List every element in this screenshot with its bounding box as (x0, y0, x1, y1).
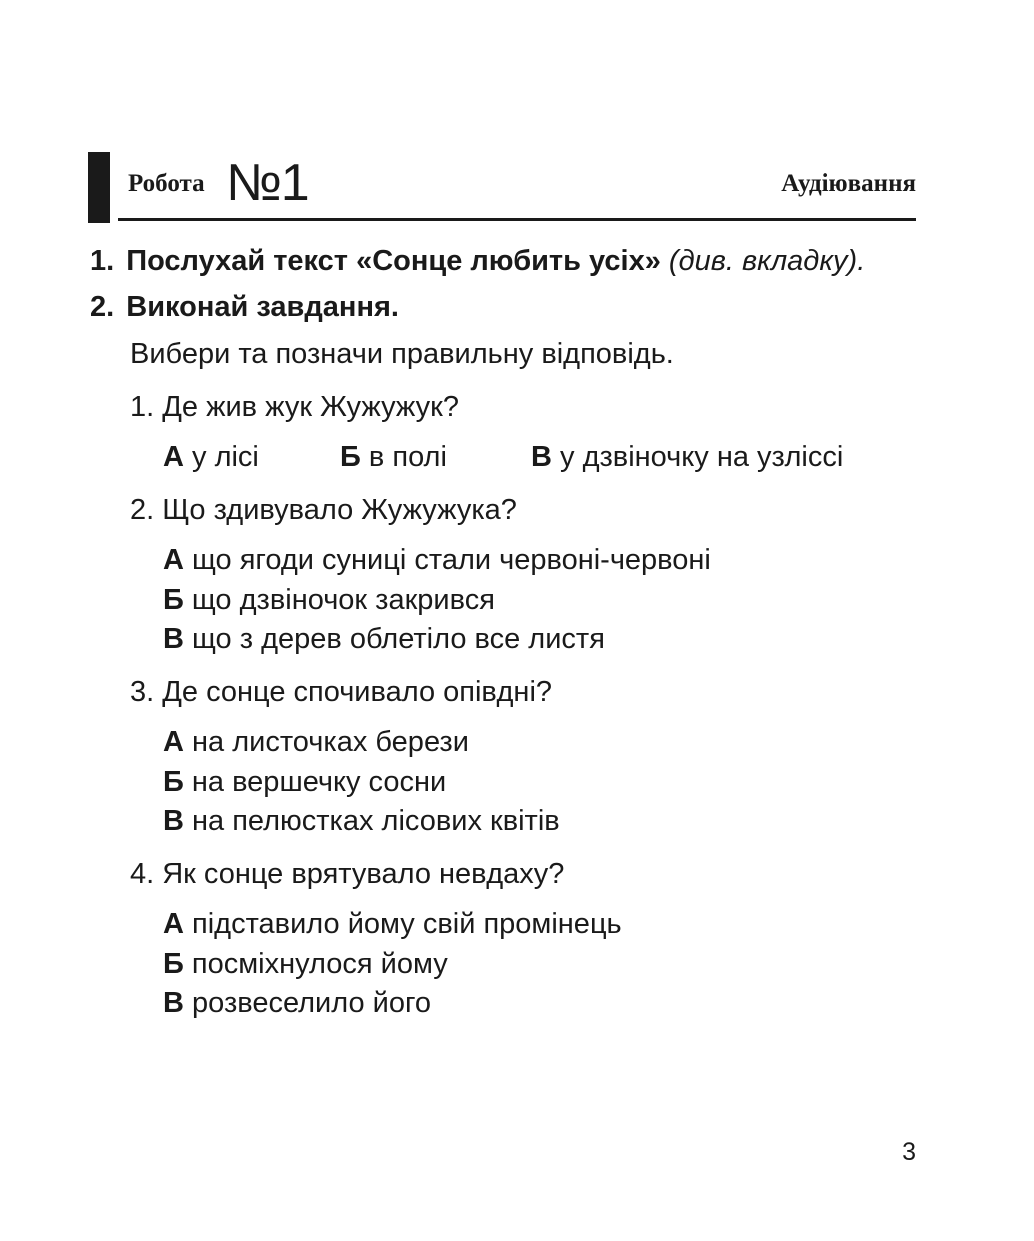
answer-option[interactable] (163, 986, 431, 1020)
option-letter: А (163, 441, 184, 473)
option-letter: Б (163, 948, 184, 980)
section-title: Аудіювання (781, 170, 916, 197)
option-text: розвеселило його (183, 987, 432, 1019)
instruction-2-number: 2. (90, 291, 115, 323)
instruction-1 (90, 244, 865, 278)
option-text: у лісі (183, 441, 259, 473)
option-text: на вершечку сосни (183, 766, 447, 798)
answer-option[interactable] (163, 543, 711, 577)
work-label: Робота (128, 170, 205, 197)
question-2: 2. Що здивувало Жужужука? (130, 494, 517, 526)
option-text: підставило йому свій промінець (183, 908, 622, 940)
instruction-1-bold: Послухай текст «Сонце любить усіх» (126, 245, 661, 277)
answer-option[interactable] (163, 804, 560, 838)
answer-option[interactable] (163, 765, 446, 799)
page-number: 3 (902, 1138, 916, 1166)
instruction-1-italic: (див. вкладку). (660, 245, 866, 277)
option-letter: А (163, 544, 184, 576)
answer-option[interactable] (163, 622, 605, 656)
answer-option[interactable] (163, 907, 622, 941)
question-1: 1. Де жив жук Жужужук? (130, 391, 459, 423)
option-letter: В (163, 623, 184, 655)
option-letter: В (163, 805, 184, 837)
option-text: посміхнулося йому (183, 948, 448, 980)
option-text: що з дерев облетіло все листя (183, 623, 605, 655)
work-number: №1 (226, 154, 309, 212)
option-letter: В (163, 987, 184, 1019)
option-text: на листочках берези (183, 726, 469, 758)
answer-option[interactable] (163, 947, 448, 981)
subtitle: Вибери та позначи правильну відповідь. (130, 338, 674, 370)
option-text: в полі (360, 441, 447, 473)
instruction-1-number: 1. (90, 245, 115, 277)
option-letter: А (163, 908, 184, 940)
option-letter: А (163, 726, 184, 758)
header-rule (118, 218, 916, 221)
instruction-2 (90, 290, 399, 324)
option-letter: Б (340, 441, 361, 473)
instruction-2-bold: Виконай завдання. (126, 291, 399, 323)
option-text: що дзвіночок закрився (183, 584, 495, 616)
answer-option[interactable] (531, 440, 843, 474)
answer-option[interactable] (340, 440, 447, 474)
option-letter: Б (163, 584, 184, 616)
answer-option[interactable] (163, 725, 469, 759)
answer-option[interactable] (163, 440, 259, 474)
header-bar (88, 152, 110, 223)
option-letter: Б (163, 766, 184, 798)
question-4: 4. Як сонце врятувало невдаху? (130, 858, 565, 890)
answer-option[interactable] (163, 583, 495, 617)
option-text: на пелюстках лісових квітів (183, 805, 560, 837)
question-3: 3. Де сонце спочивало опівдні? (130, 676, 553, 708)
option-letter: В (531, 441, 552, 473)
option-text: у дзвіночку на узліссі (551, 441, 844, 473)
option-text: що ягоди суниці стали червоні-червоні (183, 544, 711, 576)
